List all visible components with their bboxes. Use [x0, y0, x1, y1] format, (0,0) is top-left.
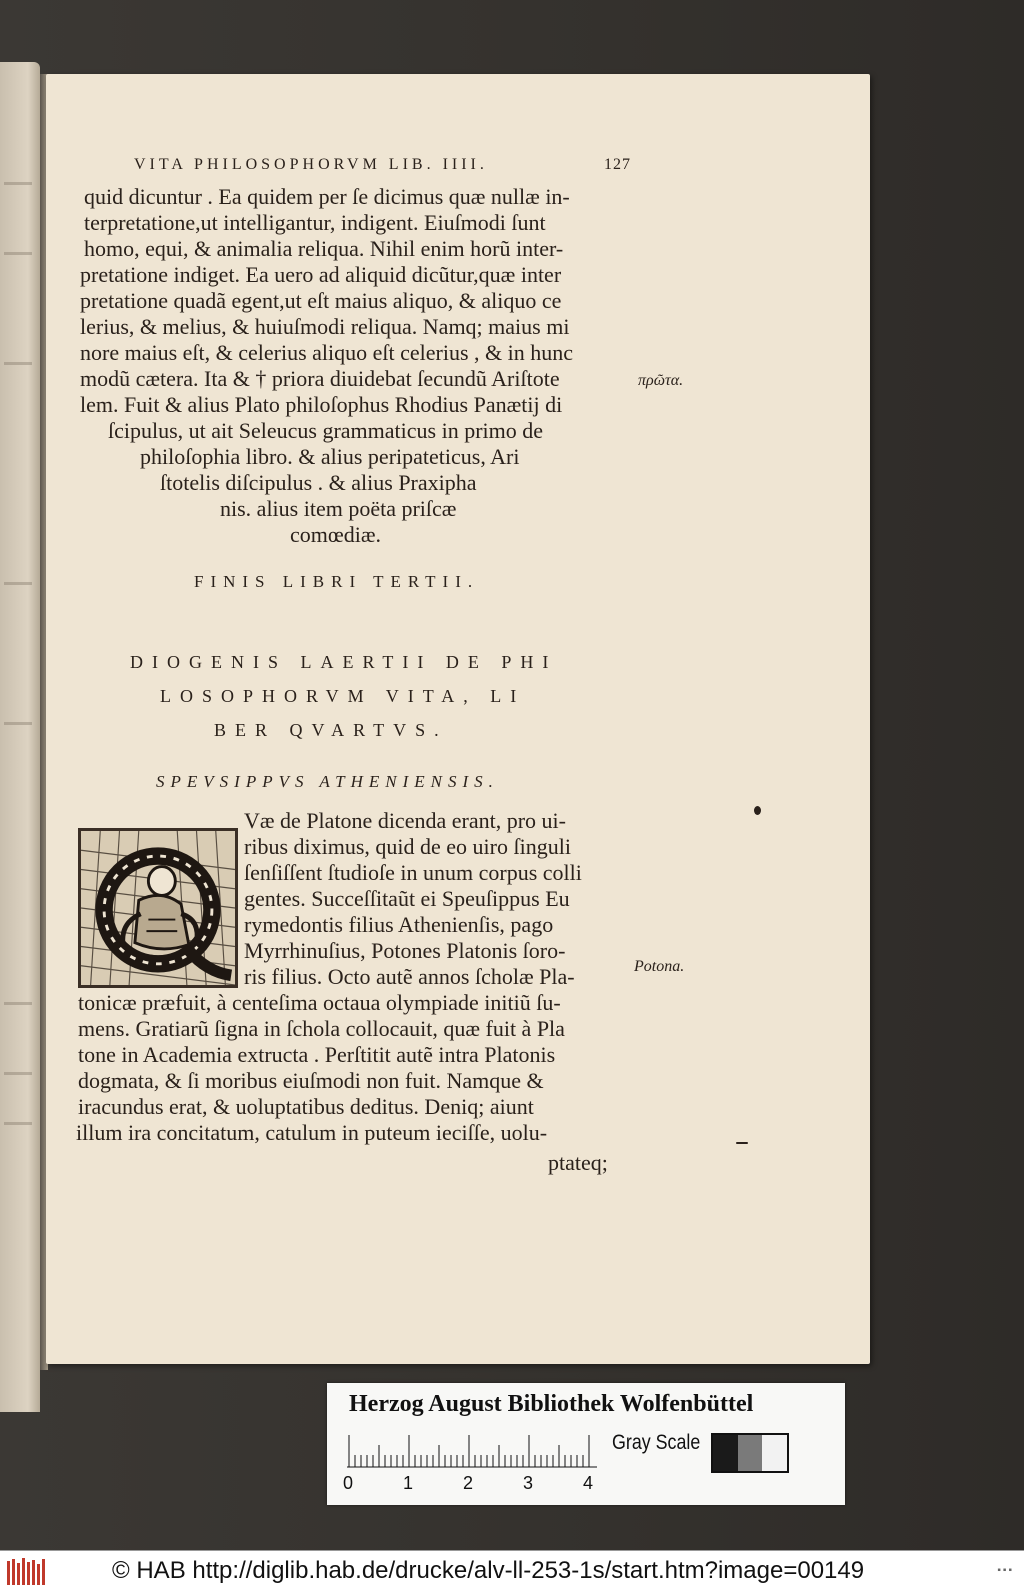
text-line: quid dicuntur . Ea quidem per ſe dicimus quæ nullæ in- [84, 184, 570, 209]
text-line: philoſophia libro. & alius peripateticus, Ari [140, 444, 520, 469]
text-line: tonicæ præfuit, à centeſima octaua olympiade initiũ ſu- [78, 990, 561, 1015]
running-title: VITA PHILOSOPHORVM LIB. IIII. [134, 156, 488, 173]
gray-swatch-dark [713, 1435, 738, 1471]
book-page [46, 74, 870, 1364]
ruler-number: 0 [343, 1473, 354, 1493]
text-line: illum ira concitatum, catulum in puteum ieciſſe, uolu- [76, 1120, 548, 1145]
text-line: ſenſiſſent ſtudioſe in unum corpus colli [244, 860, 582, 885]
text-line: mens. Gratiarũ ſigna in ſchola collocauit, quæ fuit à Pla [78, 1016, 565, 1041]
text-line: pretatione quadã egent,ut eſt maius aliquo, & aliquo ce [80, 288, 562, 313]
text-line: nis. alius item poëta priſcæ [220, 496, 457, 521]
text-line: pretatione indiget. Ea uero ad aliquid dicũtur,quæ inter [80, 262, 562, 287]
woodcut-initial-illustration [81, 831, 235, 985]
footer-dots: ▪▪▪ [997, 1565, 1014, 1576]
text-line: Væ de Platone dicenda erant, pro ui- [244, 808, 566, 833]
gray-scale-swatches [711, 1433, 789, 1473]
text-line: ſtotelis diſcipulus . & alius Praxipha [160, 470, 477, 495]
book-title-line: LOSOPHORVM VITA, LI [160, 686, 526, 706]
finis-heading: FINIS LIBRI TERTII. [194, 572, 480, 591]
text-line: lem. Fuit & alius Plato philoſophus Rhodius Panætij di [80, 392, 563, 417]
book-title-line: BER QVARTVS. [214, 720, 448, 740]
ink-speck [754, 806, 761, 815]
facing-page-edge [0, 62, 40, 1412]
text-line: modũ cætera. Ita & † priora diuidebat ſecundũ Ariſtote [80, 366, 560, 391]
text-line: comœdiæ. [290, 522, 382, 547]
text-line: homo, equi, & animalia reliqua. Nihil enim horũ inter- [84, 236, 564, 261]
ruler-number: 1 [403, 1473, 414, 1493]
margin-note-greek: πρῶτα. [638, 372, 684, 389]
gray-swatch-light [762, 1435, 787, 1471]
woodcut-initial-q [78, 828, 238, 988]
text-line: lerius, & melius, & huiuſmodi reliqua. Namq; maius mi [80, 314, 570, 339]
book-title-line: DIOGENIS LAERTII DE PHI [130, 652, 558, 672]
copyright-url[interactable]: © HAB http://diglib.hab.de/drucke/alv-ll-253-1s/start.htm?image=00149 [112, 1557, 865, 1584]
text-line: dogmata, & ſi moribus eiuſmodi non fuit. Namque & [78, 1068, 544, 1093]
color-calibration-target [327, 1383, 845, 1505]
text-line: terpretatione,ut intelligantur, indigent. Eiuſmodi ſunt [84, 210, 546, 235]
text-line: ſcipulus, ut ait Seleucus grammaticus in primo de [108, 418, 544, 443]
gray-scale-label: Gray Scale [612, 1431, 701, 1454]
ruler-number: 2 [463, 1473, 474, 1493]
text-line: tone in Academia extructa . Perſtitit autẽ intra Platonis [78, 1042, 556, 1067]
ruler-number: 3 [523, 1473, 534, 1493]
ink-speck [736, 1142, 748, 1144]
margin-note-potona: Potona. [634, 958, 685, 975]
text-line: nore maius eſt, & celerius aliquo eſt celerius , & in hunc [80, 340, 574, 365]
text-line: Myrrhinuſius, Potones Platonis ſoro- [244, 938, 566, 963]
text-line: ribus diximus, quid de eo uiro ſinguli [244, 834, 571, 859]
gray-swatch-mid [738, 1435, 763, 1471]
catchword: ptateq; [548, 1150, 608, 1175]
hab-logo-icon [6, 1557, 46, 1587]
scale-ruler [347, 1431, 597, 1471]
folio-number: 127 [604, 156, 631, 173]
text-line: gentes. Succeſſitaũt ei Speuſippus Eu [244, 886, 570, 911]
footer-bar [0, 1550, 1024, 1592]
text-line: rymedontis filius Athenienſis, pago [244, 912, 554, 937]
library-name: Herzog August Bibliothek Wolfenbüttel [349, 1391, 754, 1417]
text-line: ris filius. Octo autẽ annos ſcholæ Pla- [244, 964, 575, 989]
text-line: iracundus erat, & uoluptatibus deditus. Deniq; aiunt [78, 1094, 534, 1119]
ruler-number: 4 [583, 1473, 594, 1493]
chapter-title: SPEVSIPPVS ATHENIENSIS. [156, 772, 499, 791]
